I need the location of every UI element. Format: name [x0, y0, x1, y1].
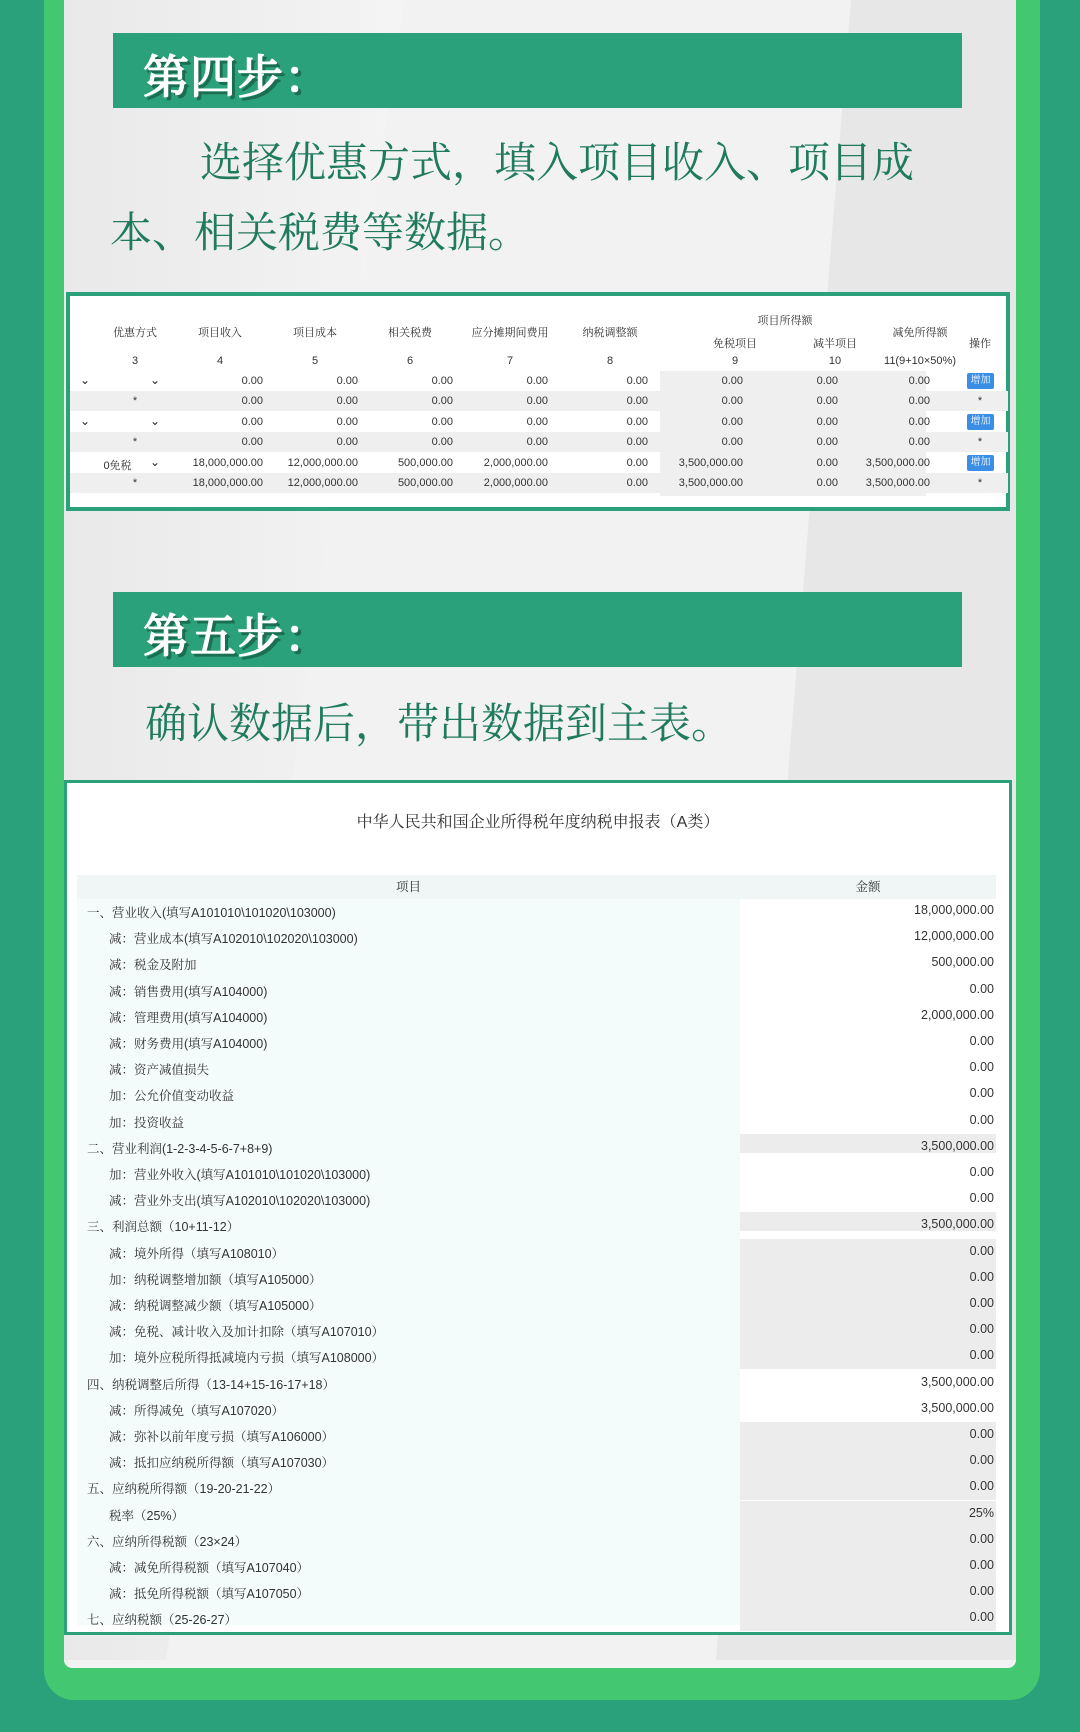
discount-table	[66, 292, 1010, 511]
value-shade	[740, 1448, 996, 1474]
table-cell[interactable]: 0.00	[431, 416, 453, 428]
header-project-income-amount: 项目所得额	[757, 315, 813, 327]
table-cell[interactable]: 0.00	[908, 416, 930, 428]
row-value[interactable]: 3,500,000.00	[921, 1138, 994, 1153]
form-title: 中华人民共和国企业所得税年度纳税申报表（A类）	[356, 814, 720, 831]
row-value[interactable]: 2,000,000.00	[921, 1007, 994, 1022]
col-num: 4	[216, 355, 224, 367]
row-label: 七、应纳税额（25-26-27）	[87, 1613, 238, 1628]
chevron-down-icon[interactable]: ⌄	[150, 455, 161, 469]
step5-title: 第五步：	[143, 609, 331, 663]
table-cell[interactable]: 0.00	[816, 457, 838, 469]
step5-desc: 确认数据后，带出数据到主表。	[145, 699, 734, 748]
value-shade	[740, 1474, 996, 1500]
row-value[interactable]: 0.00	[969, 1348, 994, 1363]
value-shade	[740, 1553, 996, 1579]
row-label: 加：营业外收入(填写A101010\101020\103000)	[109, 1168, 371, 1182]
header-related-tax: 相关税费	[388, 327, 432, 339]
row-value[interactable]: 3,500,000.00	[921, 1374, 994, 1389]
table-cell[interactable]: 0.00	[241, 395, 263, 407]
table-cell[interactable]: 0.00	[816, 416, 838, 428]
table-cell[interactable]: 0.00	[721, 416, 743, 428]
row-value[interactable]: 0.00	[969, 1531, 994, 1546]
header-period-expense: 应分摊期间费用	[471, 327, 549, 339]
col-num: 7	[506, 355, 514, 367]
step4-desc-line1: 选择优惠方式，填入项目收入、项目成	[200, 138, 915, 187]
row-value[interactable]: 0.00	[969, 1165, 994, 1179]
discount-select[interactable]: 0免税	[103, 460, 132, 472]
header-operation: 操作	[969, 338, 991, 350]
add-button[interactable]: 增加	[967, 455, 994, 471]
table-cell[interactable]: 0.00	[816, 375, 838, 387]
table-cell[interactable]: 0.00	[908, 395, 930, 407]
row-label: 三、利润总额（10+11-12）	[87, 1220, 240, 1235]
row-value[interactable]: 0.00	[969, 1427, 994, 1441]
row-value[interactable]: 0.00	[969, 1034, 994, 1048]
table-cell[interactable]: 3,500,000.00	[865, 457, 930, 469]
table-cell[interactable]: 0.00	[816, 477, 838, 489]
header-tax-exempt: 免税项目	[713, 338, 757, 350]
table-cell[interactable]: 0.00	[721, 436, 743, 448]
row-label: 减：管理费用(填写A104000)	[109, 1010, 268, 1025]
row-value[interactable]: 3,500,000.00	[921, 1217, 994, 1232]
value-shade	[740, 1317, 996, 1343]
table-cell[interactable]: 0.00	[626, 416, 648, 428]
table-cell[interactable]: 3,500,000.00	[865, 477, 930, 489]
row-value[interactable]: 0.00	[969, 1558, 994, 1572]
value-shade	[740, 1605, 996, 1631]
step4-banner	[113, 33, 962, 108]
table-cell[interactable]: 18,000,000.00	[192, 477, 263, 489]
table-cell[interactable]: 0.00	[526, 375, 548, 387]
row-value[interactable]: 0.00	[969, 1584, 994, 1599]
table-cell[interactable]: 0.00	[626, 375, 648, 387]
table-cell[interactable]: 2,000,000.00	[483, 477, 548, 489]
table-cell[interactable]: 0.00	[626, 477, 648, 489]
table-cell[interactable]: 500,000.00	[397, 457, 453, 469]
chevron-down-icon[interactable]: ⌄	[80, 414, 91, 428]
row-value[interactable]: 0.00	[969, 1191, 994, 1206]
row-label: 减：财务费用(填写A104000)	[109, 1037, 268, 1051]
table-cell[interactable]: 0.00	[336, 395, 358, 407]
row-value[interactable]: 0.00	[969, 1453, 994, 1468]
row-marker: *	[132, 477, 138, 489]
row-marker: *	[132, 395, 138, 407]
row-value[interactable]: 25%	[968, 1505, 994, 1520]
table-cell[interactable]: 0.00	[626, 457, 648, 469]
row-value[interactable]: 0.00	[969, 1479, 994, 1494]
row-label: 五、应纳税所得额（19-20-21-22）	[87, 1482, 281, 1497]
table-cell[interactable]: 0.00	[431, 375, 453, 387]
table-cell[interactable]: 0.00	[908, 436, 930, 448]
table-cell[interactable]: 0.00	[336, 375, 358, 387]
table-cell[interactable]: 3,500,000.00	[678, 457, 743, 469]
col-num: 10	[828, 355, 842, 367]
row-value[interactable]: 18,000,000.00	[914, 903, 994, 917]
table-cell[interactable]: 0.00	[241, 416, 263, 428]
row-value[interactable]: 0.00	[969, 981, 994, 996]
table-cell[interactable]: 0.00	[241, 375, 263, 387]
row-label: 减：弥补以前年度亏损（填写A106000）	[109, 1430, 335, 1444]
value-shade	[740, 1527, 996, 1553]
table-cell[interactable]: 0.00	[241, 436, 263, 448]
table-cell[interactable]: 0.00	[526, 395, 548, 407]
row-label: 减：抵免所得税额（填写A107050）	[109, 1587, 310, 1602]
value-shade	[740, 1422, 996, 1448]
header-amount: 金额	[740, 875, 996, 899]
table-cell[interactable]: 12,000,000.00	[287, 457, 358, 469]
row-value[interactable]: 0.00	[969, 1296, 994, 1310]
value-shade	[740, 1265, 996, 1291]
table-cell[interactable]: 0.00	[626, 436, 648, 448]
row-value[interactable]: 0.00	[969, 1086, 994, 1101]
row-label: 减：减免所得税额（填写A107040）	[109, 1561, 310, 1575]
row-label: 减：税金及附加	[109, 958, 197, 973]
table-cell[interactable]: 500,000.00	[397, 477, 453, 489]
row-label: 减：所得减免（填写A107020）	[109, 1403, 285, 1418]
row-marker: *	[977, 477, 983, 489]
table-cell[interactable]: 0.00	[336, 416, 358, 428]
table-cell[interactable]: 0.00	[431, 436, 453, 448]
row-label: 加：公允价值变动收益	[109, 1089, 235, 1104]
value-shade	[740, 1343, 996, 1369]
chevron-down-icon[interactable]: ⌄	[150, 414, 161, 428]
row-label: 减：免税、减计收入及加计扣除（填写A107010）	[109, 1325, 385, 1340]
row-label: 减：资产减值损失	[109, 1063, 210, 1078]
step5-banner	[113, 592, 962, 667]
value-shade	[740, 1239, 996, 1265]
table-cell[interactable]: 0.00	[721, 375, 743, 387]
col-num: 11(9+10×50%)	[884, 355, 956, 367]
row-value[interactable]: 0.00	[969, 1112, 994, 1127]
row-label: 减：境外所得（填写A108010）	[109, 1246, 285, 1261]
header-tax-adjustment: 纳税调整额	[582, 327, 638, 339]
row-value[interactable]: 0.00	[969, 1243, 994, 1258]
row-marker: *	[977, 436, 983, 448]
row-marker: *	[132, 436, 138, 448]
col-num: 9	[731, 355, 739, 367]
table-cell[interactable]: 0.00	[526, 416, 548, 428]
row-label: 四、纳税调整后所得（13-14+15-16-17+18）	[87, 1377, 336, 1392]
row-value[interactable]: 0.00	[969, 1060, 994, 1075]
table-cell[interactable]: 0.00	[431, 395, 453, 407]
header-item: 项目	[77, 875, 740, 899]
chevron-down-icon[interactable]: ⌄	[150, 373, 161, 387]
row-value[interactable]: 0.00	[969, 1269, 994, 1284]
table-cell[interactable]: 0.00	[336, 436, 358, 448]
header-project-income: 项目收入	[198, 327, 242, 339]
row-label: 六、应纳所得税额（23×24）	[87, 1534, 248, 1549]
header-discount-method: 优惠方式	[113, 327, 157, 339]
value-shade	[740, 1501, 996, 1527]
chevron-down-icon[interactable]: ⌄	[80, 373, 91, 387]
table-cell[interactable]: 0.00	[526, 436, 548, 448]
tax-return-form	[64, 780, 1012, 1635]
table-cell[interactable]: 0.00	[816, 436, 838, 448]
table-cell[interactable]: 2,000,000.00	[483, 457, 548, 469]
row-marker: *	[977, 395, 983, 407]
row-label: 一、营业收入(填写A101010\101020\103000)	[87, 906, 336, 920]
row-label: 减：销售费用(填写A104000)	[109, 984, 268, 999]
header-half-reduction: 减半项目	[813, 338, 857, 350]
row-label: 加：境外应税所得抵减境内亏损（填写A108000）	[109, 1351, 385, 1366]
row-label: 税率（25%）	[109, 1508, 185, 1523]
table-cell[interactable]: 18,000,000.00	[192, 457, 263, 469]
row-value[interactable]: 500,000.00	[931, 955, 994, 970]
row-label: 减：营业成本(填写A102010\102020\103000)	[109, 932, 358, 947]
add-button[interactable]: 增加	[967, 373, 994, 389]
row-label: 加：纳税调整增加额（填写A105000）	[109, 1272, 322, 1287]
row-value[interactable]: 12,000,000.00	[914, 929, 994, 944]
step4-desc-line2: 本、相关税费等数据。	[110, 208, 531, 257]
add-button[interactable]: 增加	[967, 414, 994, 430]
value-shade	[740, 1579, 996, 1605]
col-num: 3	[131, 355, 139, 367]
col-num: 5	[311, 355, 319, 367]
table-cell[interactable]: 0.00	[816, 395, 838, 407]
table-cell[interactable]: 0.00	[721, 395, 743, 407]
row-value[interactable]: 3,500,000.00	[921, 1400, 994, 1415]
col-num: 6	[406, 355, 414, 367]
row-label: 减：抵扣应纳税所得额（填写A107030）	[109, 1456, 335, 1471]
table-cell[interactable]: 3,500,000.00	[678, 477, 743, 489]
table-cell[interactable]: 0.00	[908, 375, 930, 387]
header-reduced-income: 减免所得额	[892, 327, 948, 339]
row-label: 减：营业外支出(填写A102010\102020\103000)	[109, 1194, 371, 1209]
col-num: 8	[606, 355, 614, 367]
row-value[interactable]: 0.00	[969, 1322, 994, 1337]
table-cell[interactable]: 0.00	[626, 395, 648, 407]
table-cell[interactable]: 12,000,000.00	[287, 477, 358, 489]
step4-title: 第四步：	[143, 50, 331, 104]
row-label: 二、营业利润(1-2-3-4-5-6-7+8+9)	[87, 1141, 273, 1156]
row-value[interactable]: 0.00	[969, 1610, 994, 1625]
row-label: 加：投资收益	[109, 1115, 185, 1130]
value-shade	[740, 1291, 996, 1317]
row-label: 减：纳税调整减少额（填写A105000）	[109, 1299, 322, 1313]
header-project-cost: 项目成本	[293, 327, 337, 339]
